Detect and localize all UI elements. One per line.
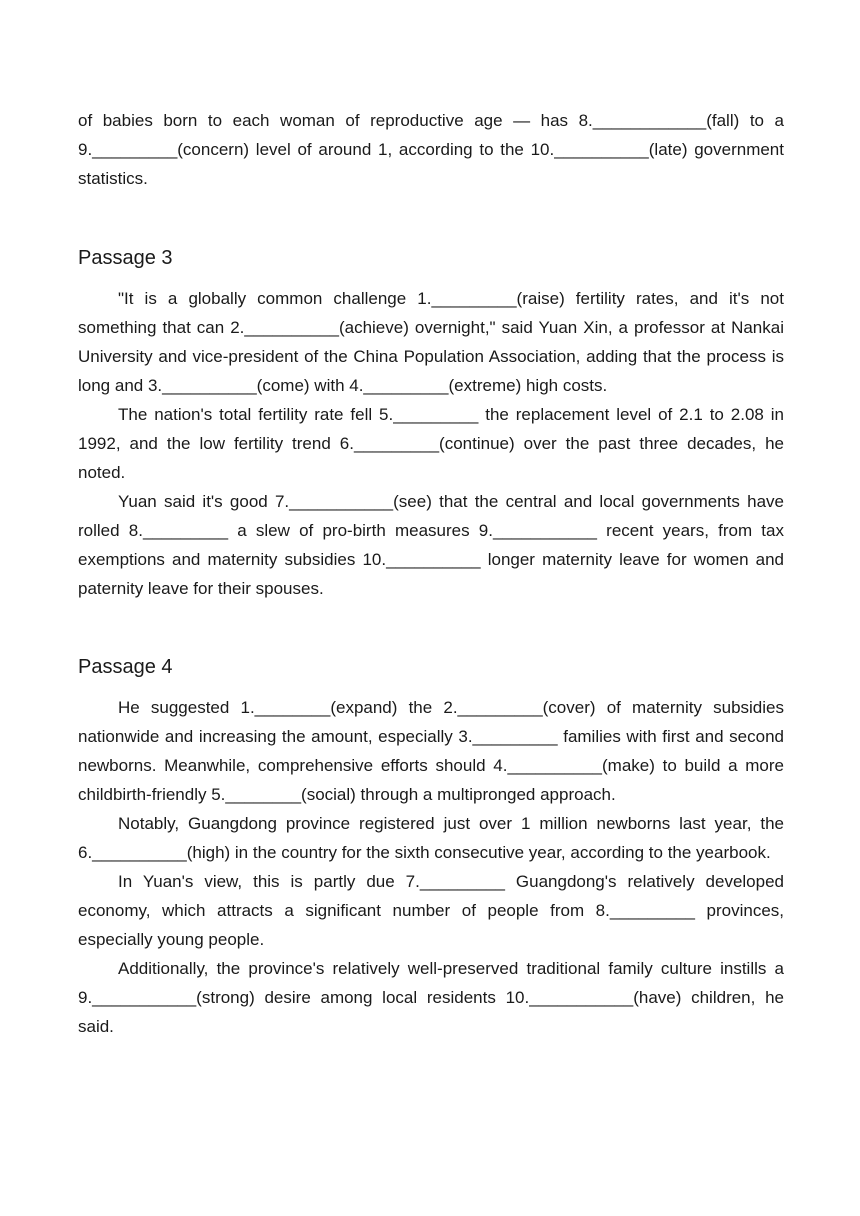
passage-3-paragraph-2: The nation's total fertility rate fell 5._________ the replacement level of 2.1 to 2.08 in 1992, and the low fertility trend 6._________(continue) over the past three decades, he noted. [78, 405, 784, 482]
passage-4-paragraph-4: Additionally, the province's relatively well-preserved traditional family culture instills a 9.___________(strong) desire among local residents 10.___________(have) children, he said. [78, 959, 784, 1036]
passage-4-paragraph-1: He suggested 1.________(expand) the 2._________(cover) of maternity subsidies nationwide and increasing the amount, especially 3._________ families with first and second newborns. Meanwhile, comprehensive efforts should 4.__________(make) to build a more childbirth-friendly 5.________(social) through a multipronged approach. [78, 698, 784, 804]
passage-3-heading: Passage 3 [78, 247, 173, 269]
passage-3-body [78, 284, 784, 603]
passage-4-heading: Passage 4 [78, 656, 173, 678]
passage-4-body [78, 693, 784, 1041]
passage-3-paragraph-3: Yuan said it's good 7.___________(see) that the central and local governments have rolled 8._________ a slew of pro-birth measures 9.___________ recent years, from tax exemptions and maternity subsidies 10.__________ longer maternity leave for women and paternity leave for their spouses. [78, 492, 784, 598]
passage-4-paragraph-2: Notably, Guangdong province registered just over 1 million newborns last year, the 6.__________(high) in the country for the sixth consecutive year, according to the yearbook. [78, 814, 784, 862]
passage-3-paragraph-1: "It is a globally common challenge 1._________(raise) fertility rates, and it's not something that can 2.__________(achieve) overnight," said Yuan Xin, a professor at Nankai University and vice-president of the China Population Association, adding that the process is long and 3.__________(come) with 4._________(extreme) high costs. [78, 289, 784, 395]
intro-text-block [78, 106, 784, 193]
passage-4-paragraph-3: In Yuan's view, this is partly due 7._________ Guangdong's relatively developed economy, which attracts a significant number of people from 8._________ provinces, especially young people. [78, 872, 784, 949]
intro-paragraph: of babies born to each woman of reproductive age — has 8.____________(fall) to a 9._________(concern) level of around 1, according to the 10.__________(late) government statistics. [78, 111, 784, 188]
